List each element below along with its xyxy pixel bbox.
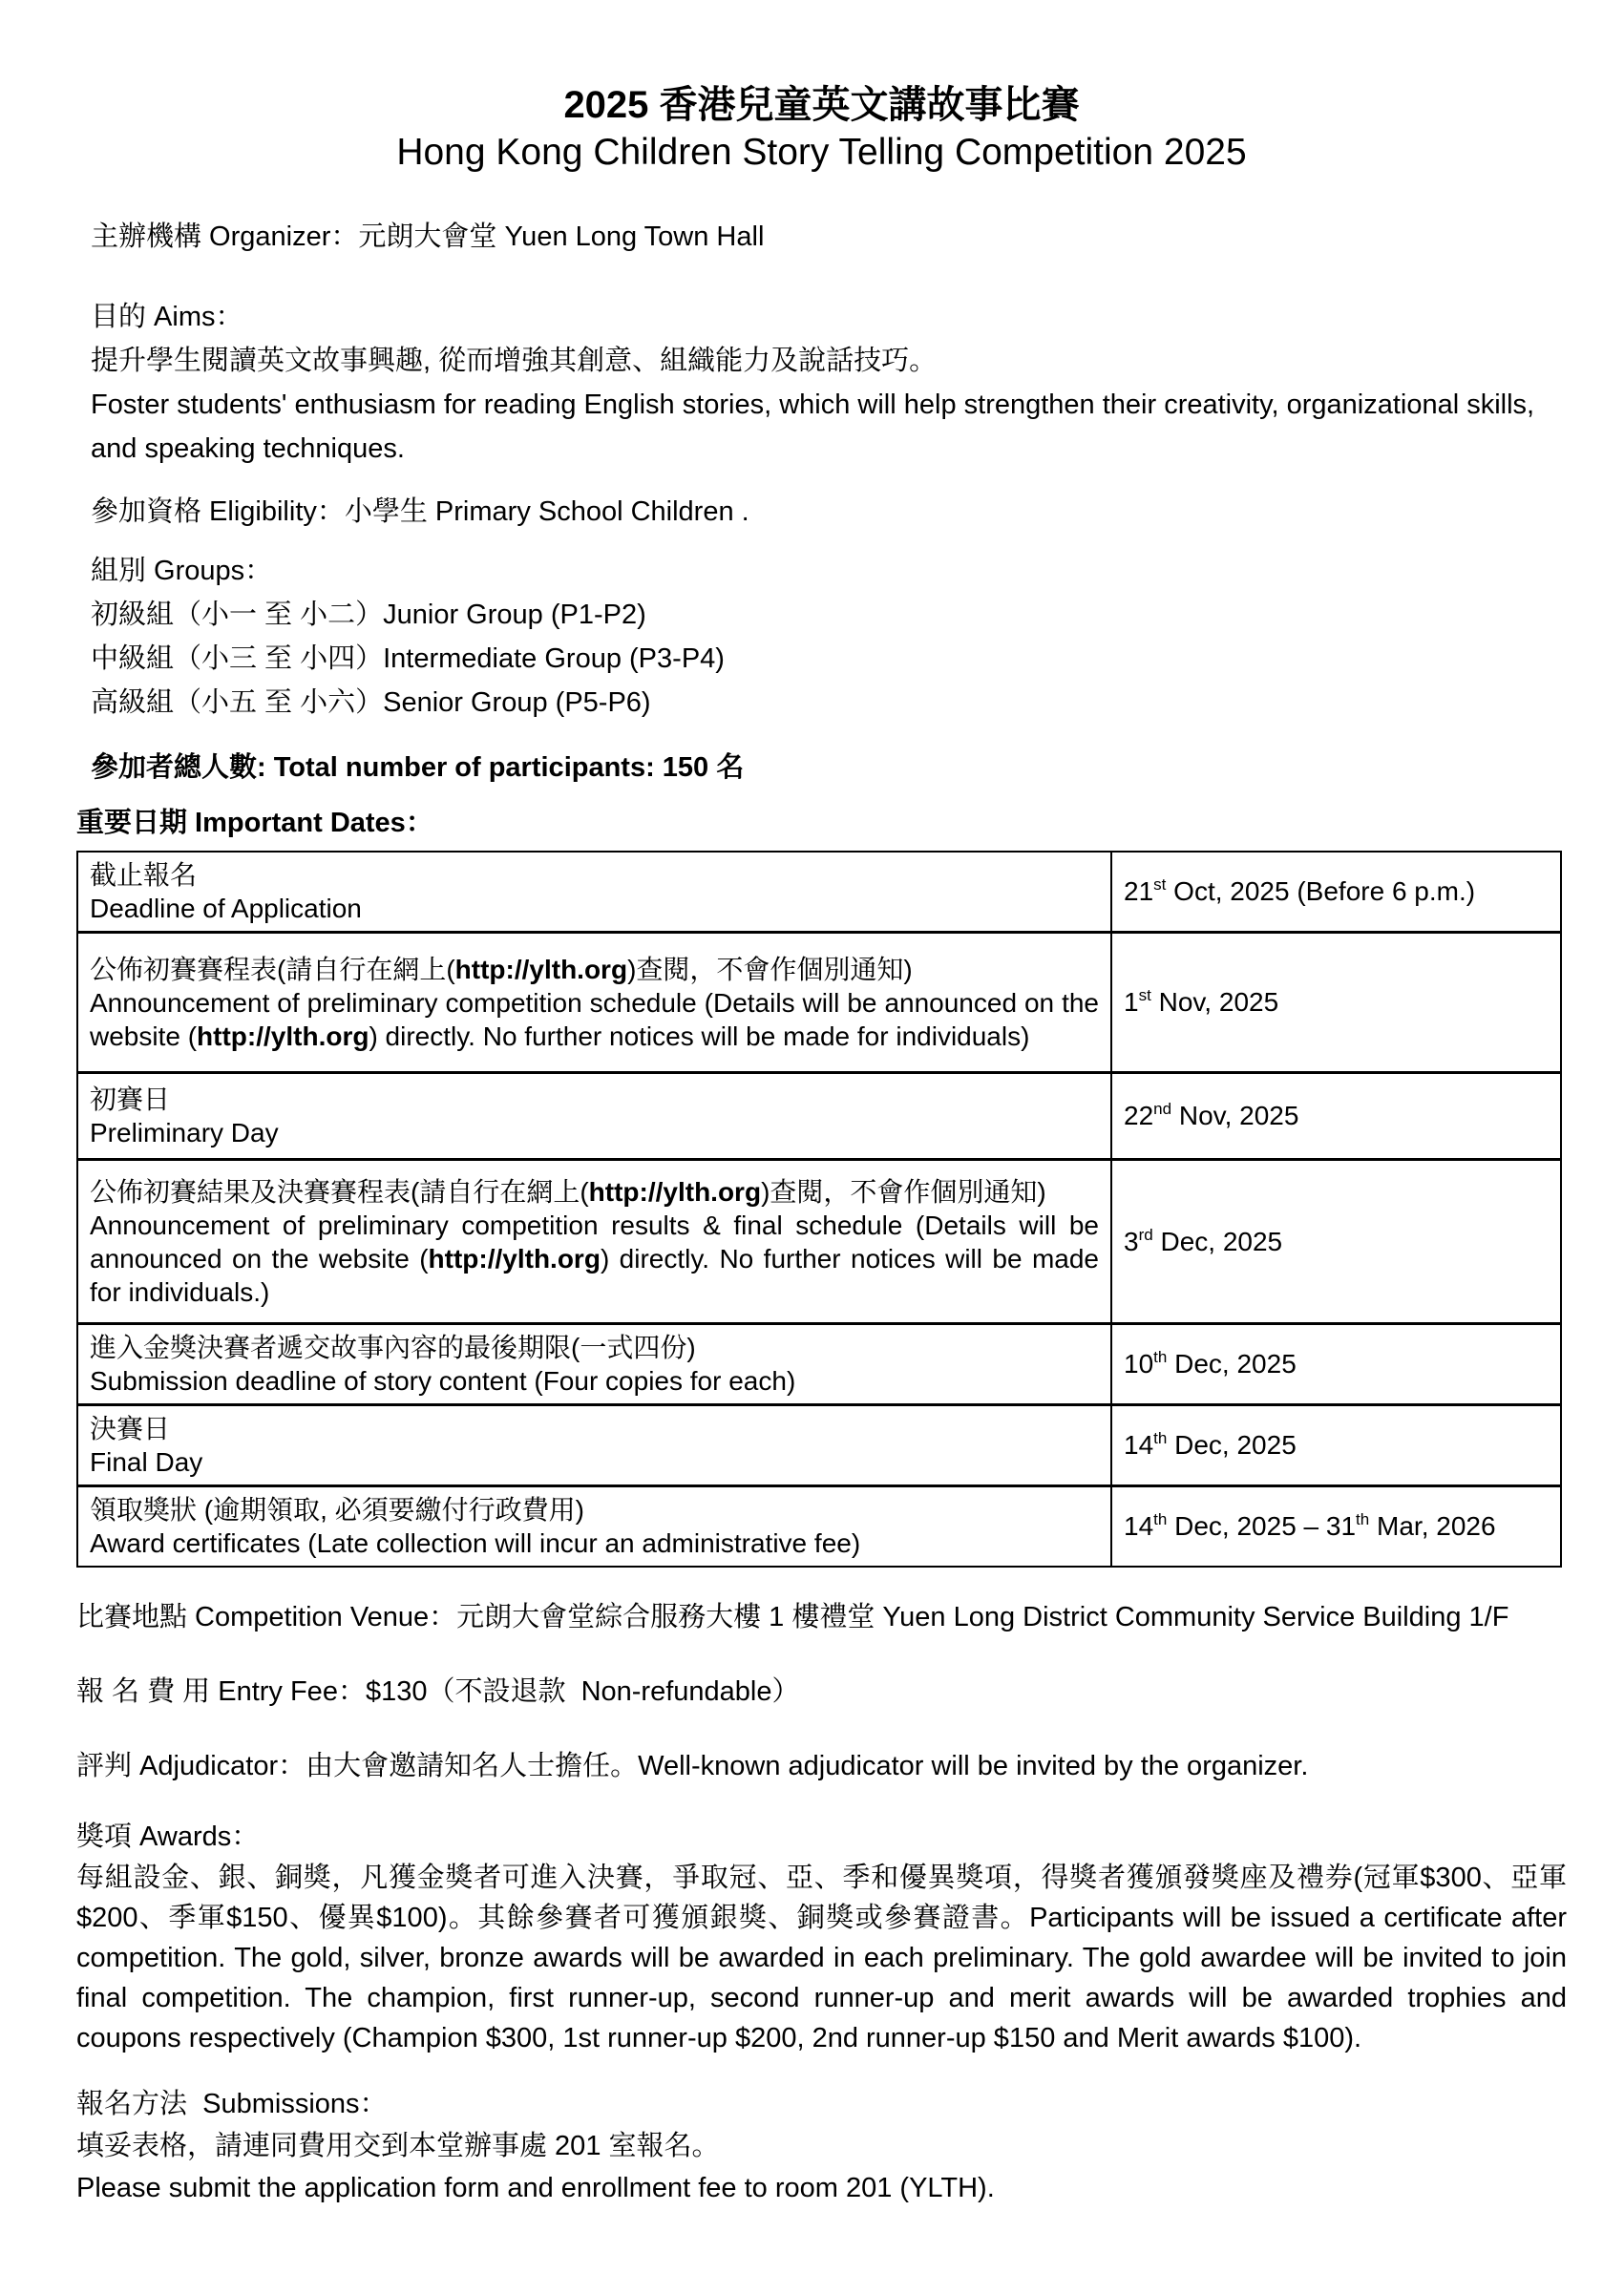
date-text: 10th Dec, 2025 <box>1124 1348 1297 1379</box>
date-cell <box>1111 852 1561 933</box>
table-row-results-final-schedule <box>77 1160 1561 1324</box>
date-text: 14th Dec, 2025 <box>1124 1429 1297 1460</box>
group-item-intermediate: 中級組（小三 至 小四）Intermediate Group (P3-P4) <box>91 643 725 674</box>
event-name-en: Preliminary Day <box>90 1118 279 1148</box>
date-cell <box>1111 1405 1561 1486</box>
table-row-story-submission <box>77 1324 1561 1405</box>
submissions-line-zh: 填妥表格，請連同費用交到本堂辦事處 201 室報名。 <box>76 2131 720 2161</box>
date-cell <box>1111 1160 1561 1324</box>
event-name-en: Submission deadline of story content (Four copies for each) <box>90 1366 796 1396</box>
event-name-en: Announcement of preliminary competition schedule (Details will be announced on the website (http://ylth.org) directly. No further notices will be made for individuals) <box>90 987 1099 1051</box>
event-url-bold: http://ylth.org <box>428 1243 601 1274</box>
ordinal-suffix: th <box>1356 1510 1370 1528</box>
date-text: 1st Nov, 2025 <box>1124 986 1279 1017</box>
intro-section <box>91 215 1567 790</box>
event-name-zh: 領取獎狀 (逾期領取, 必須要繳付行政費用) <box>90 1495 584 1525</box>
awards-paragraph: 每組設金、銀、銅獎，凡獲金獎者可進入決賽，爭取冠、亞、季和優異獎項，得獎者獲頒發獎座及禮券(冠軍$300、亞軍$200、季軍$150、優異$100)。其餘參賽者可獲頒銀獎、銅獎或參賽證書。Participants will be issued a certificate after competition. The gold, silver, bronze awards will be awarded in each preliminary. The gold awardee will be invited to join final competition. The champion, first runner-up, second runner-up and merit awards will be awarded trophies and coupons respectively (Champion $300, 1st runner-up $200, 2nd runner-up $150 and Merit awards $100). <box>76 1863 1567 2053</box>
aims-text-zh: 提升學生閱讀英文故事興趣, 從而增強其創意、組織能力及說話技巧。 <box>91 346 938 376</box>
entry-fee-line: 報 名 費 用 Entry Fee：$130（不設退款 Non-refundable） <box>76 1676 800 1707</box>
event-name-zh: 公佈初賽賽程表(請自行在網上(http://ylth.org)查閱，不會作個別通知) <box>90 954 913 984</box>
page-subtitle: Hong Kong Children Story Telling Competition 2025 <box>396 132 1247 173</box>
event-url-bold: http://ylth.org <box>588 1176 762 1207</box>
table-row-preliminary-schedule <box>77 933 1561 1073</box>
event-name-cell <box>77 1324 1111 1405</box>
event-name-cell <box>77 933 1111 1073</box>
ordinal-suffix: st <box>1138 986 1151 1004</box>
event-name-en: Award certificates (Late collection will incur an administrative fee) <box>90 1528 861 1558</box>
event-name-cell <box>77 1160 1111 1324</box>
organizer-line: 主辦機構 Organizer：元朗大會堂 Yuen Long Town Hall <box>91 221 765 252</box>
event-name-zh: 進入金獎決賽者遞交故事內容的最後期限(一式四份) <box>90 1333 696 1362</box>
awards-heading: 獎項 Awards： <box>76 1821 260 1852</box>
important-dates-heading: 重要日期 Important Dates： <box>76 808 433 838</box>
aims-heading: 目的 Aims： <box>91 302 243 332</box>
table-row-preliminary-day <box>77 1073 1561 1160</box>
date-text: 14th Dec, 2025 – 31th Mar, 2026 <box>1124 1510 1496 1541</box>
event-name-zh: 決賽日 <box>90 1414 171 1443</box>
date-text: 3rd Dec, 2025 <box>1124 1225 1283 1256</box>
important-dates-table <box>76 851 1562 1568</box>
ordinal-suffix: st <box>1153 875 1167 894</box>
date-text: 21st Oct, 2025 (Before 6 p.m.) <box>1124 875 1476 906</box>
table-row-deadline <box>77 852 1561 933</box>
event-url-bold: http://ylth.org <box>197 1021 369 1051</box>
date-cell <box>1111 1324 1561 1405</box>
groups-heading: 組別 Groups： <box>91 556 273 586</box>
adjudicator-line: 評判 Adjudicator：由大會邀請知名人士擔任。Well-known adjudicator will be invited by the organizer. <box>76 1751 1309 1781</box>
aims-text-en: Foster students' enthusiasm for reading English stories, which will help strengthen their creativity, organizational skills, and speaking techniques. <box>91 390 1535 464</box>
ordinal-suffix: rd <box>1138 1225 1153 1244</box>
ordinal-suffix: th <box>1153 1429 1168 1447</box>
event-name-zh: 截止報名 <box>90 860 198 890</box>
event-name-en: Announcement of preliminary competition results & final schedule (Details will be announced on the website (http://ylth.org) directly. No further notices will be made for individuals.) <box>90 1210 1099 1307</box>
group-item-junior: 初級組（小一 至 小二）Junior Group (P1-P2) <box>91 600 646 630</box>
event-name-zh: 初賽日 <box>90 1084 171 1114</box>
date-text: 22nd Nov, 2025 <box>1124 1100 1299 1130</box>
ordinal-suffix: th <box>1153 1348 1168 1366</box>
submissions-heading: 報名方法 Submissions： <box>76 2089 388 2119</box>
venue-line: 比賽地點 Competition Venue：元朗大會堂綜合服務大樓 1 樓禮堂 Yuen Long District Community Service Building 1/F <box>76 1602 1509 1632</box>
eligibility-line: 參加資格 Eligibility：小學生 Primary School Children . <box>91 496 749 527</box>
event-name-cell <box>77 1486 1111 1568</box>
event-name-cell <box>77 1405 1111 1486</box>
event-name-cell <box>77 852 1111 933</box>
ordinal-suffix: nd <box>1153 1100 1172 1118</box>
table-row-award-certificates <box>77 1486 1561 1568</box>
date-cell <box>1111 933 1561 1073</box>
group-item-senior: 高級組（小五 至 小六）Senior Group (P5-P6) <box>91 687 651 718</box>
participants-total-line: 參加者總人數: Total number of participants: 150 名 <box>91 752 745 783</box>
table-row-final-day <box>77 1405 1561 1486</box>
date-cell <box>1111 1073 1561 1160</box>
submissions-line-en: Please submit the application form and enrollment fee to room 201 (YLTH). <box>76 2173 995 2203</box>
page-title: 2025 香港兒童英文講故事比賽 <box>563 84 1080 126</box>
event-name-en: Deadline of Application <box>90 894 362 923</box>
event-name-cell <box>77 1073 1111 1160</box>
date-cell <box>1111 1486 1561 1568</box>
event-name-en: Final Day <box>90 1447 203 1477</box>
event-name-zh: 公佈初賽結果及決賽賽程表(請自行在網上(http://ylth.org)查閱，不會作個別通知) <box>90 1176 1046 1207</box>
ordinal-suffix: th <box>1153 1510 1168 1528</box>
event-url-bold: http://ylth.org <box>454 954 628 984</box>
